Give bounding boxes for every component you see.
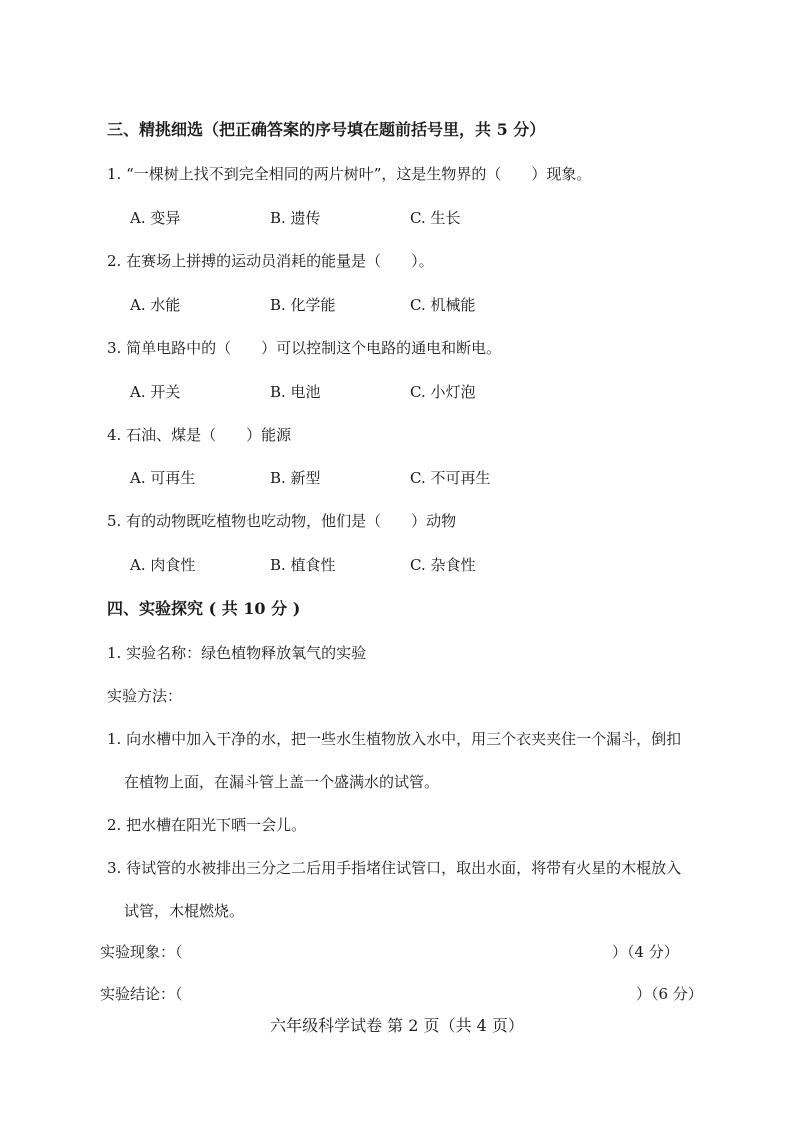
question-2-option-b: B. 化学能 — [270, 296, 336, 314]
method-step-1: 1. 向水槽中加入干净的水，把一些水生植物放入水中，用三个衣夹夹住一个漏斗，倒扣 — [107, 730, 682, 748]
question-3-option-a: A. 开关 — [130, 383, 181, 401]
section3-title: 三、精挑细选（把正确答案的序号填在题前括号里，共 5 分） — [107, 120, 546, 139]
question-2-option-c: C. 机械能 — [410, 296, 476, 314]
method-step-2: 2. 把水槽在阳光下晒一会儿。 — [107, 816, 307, 834]
section4-title: 四、实验探究 ( 共 10 分 ) — [107, 599, 301, 618]
question-4-option-b: B. 新型 — [270, 469, 321, 487]
conclusion-label: 实验结论：（ — [100, 985, 183, 1003]
question-5-option-a: A. 肉食性 — [130, 556, 196, 574]
question-2-option-a: A. 水能 — [130, 296, 181, 314]
question-1-stem: 1. “一棵树上找不到完全相同的两片树叶”，这是生物界的（ ）现象。 — [107, 165, 592, 183]
phenomenon-close: ）（4 分） — [612, 943, 679, 961]
question-1-option-a: A. 变异 — [130, 209, 181, 227]
method-step-1-continued: 在植物上面，在漏斗管上盖一个盛满水的试管。 — [124, 773, 440, 791]
method-step-3-continued: 试管，木棍燃烧。 — [124, 902, 245, 920]
question-5-option-b: B. 植食性 — [270, 556, 336, 574]
question-5-stem: 5. 有的动物既吃植物也吃动物，他们是（ ）动物 — [107, 512, 457, 530]
question-1-option-c: C. 生长 — [410, 209, 461, 227]
experiment-name: 1. 实验名称：绿色植物释放氧气的实验 — [107, 644, 367, 662]
question-4-stem: 4. 石油、煤是（ ）能源 — [107, 426, 292, 444]
phenomenon-label: 实验现象：（ — [100, 943, 183, 961]
question-4-option-c: C. 不可再生 — [410, 469, 491, 487]
question-4-option-a: A. 可再生 — [130, 469, 196, 487]
conclusion-close: ）（6 分） — [636, 985, 703, 1003]
question-2-stem: 2. 在赛场上拼搏的运动员消耗的能量是（ ）。 — [107, 252, 434, 270]
method-step-3: 3. 待试管的水被排出三分之二后用手指堵住试管口，取出水面，将带有火星的木棍放入 — [107, 859, 682, 877]
question-3-stem: 3. 简单电路中的（ ）可以控制这个电路的通电和断电。 — [107, 339, 502, 357]
question-3-option-c: C. 小灯泡 — [410, 383, 476, 401]
page-footer: 六年级科学试卷 第 2 页（共 4 页） — [270, 1016, 524, 1035]
question-1-option-b: B. 遗传 — [270, 209, 321, 227]
question-3-option-b: B. 电池 — [270, 383, 321, 401]
method-label: 实验方法： — [107, 687, 183, 705]
question-5-option-c: C. 杂食性 — [410, 556, 476, 574]
